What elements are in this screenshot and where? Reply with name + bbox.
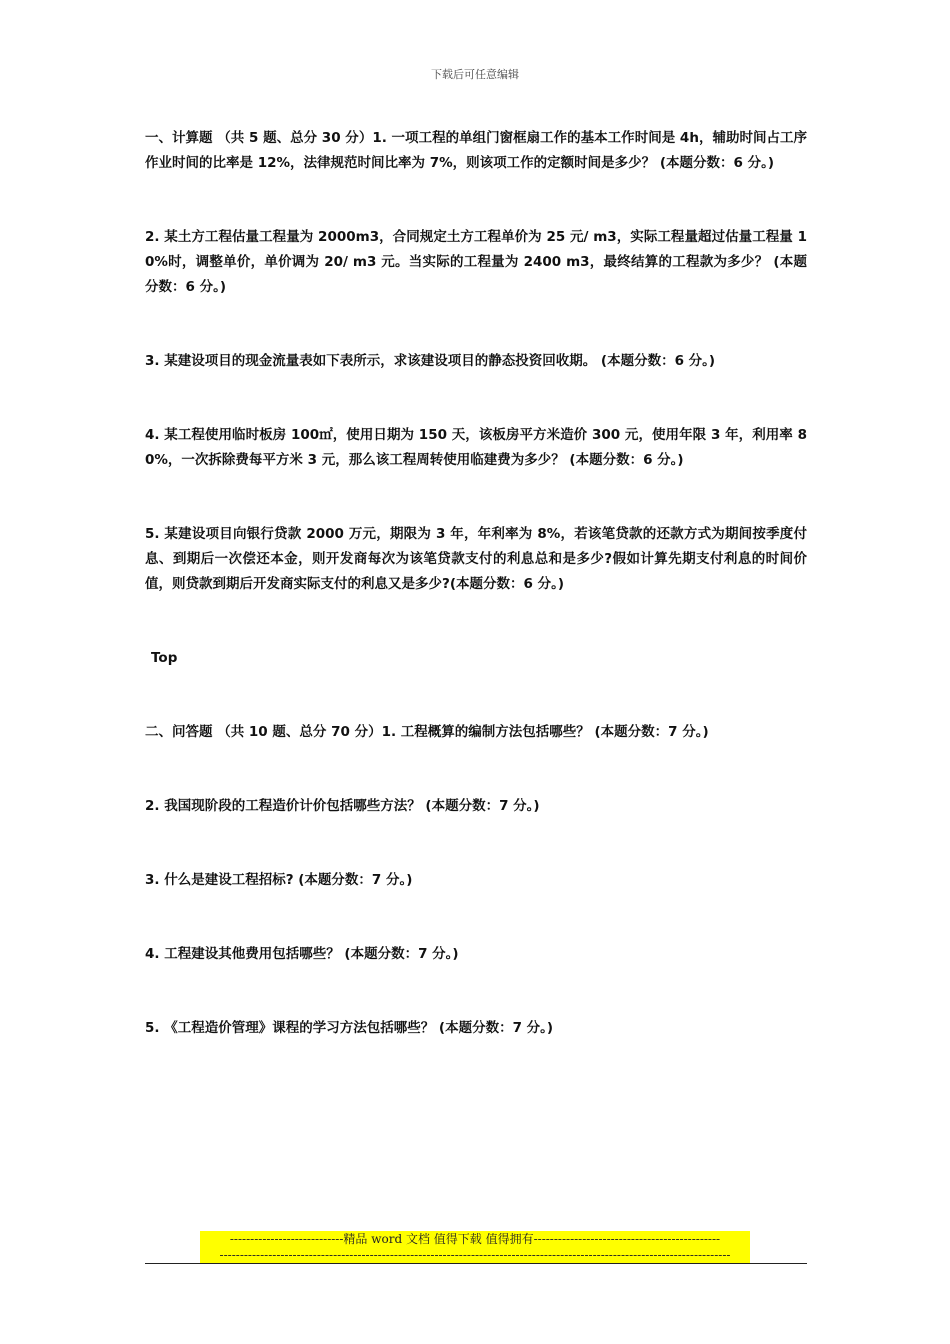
section2-question-5: 5. 《工程造价管理》课程的学习方法包括哪些？ (本题分数：7 分。) xyxy=(145,1020,554,1036)
section2-question-4: 4. 工程建设其他费用包括哪些？ (本题分数：7 分。) xyxy=(145,946,459,962)
section2-question-3: 3. 什么是建设工程招标? (本题分数：7 分。) xyxy=(145,872,413,888)
footer-divider xyxy=(145,1263,807,1264)
section1-question-4: 4. 某工程使用临时板房 100㎡，使用日期为 150 天，该板房平方米造价 300 元，使用年限 3 年，利用率 80%，一次拆除费每平方米 3 元，那么该工程周转使用临建费为多少？ (本题分数：6 分。) xyxy=(145,427,807,468)
section1-question-3: 3. 某建设项目的现金流量表如下表所示，求该建设项目的静态投资回收期。 (本题分数：6 分。) xyxy=(145,353,716,369)
footer-line-1: ----------------------------精品 word 文档 值得下载 值得拥有---------------------------------------------- xyxy=(229,1232,721,1246)
footer-line-2: ------------------------------------------------------------------------------------------------------------------------------ xyxy=(219,1248,731,1262)
top-link[interactable]: Top xyxy=(151,650,178,666)
section2-question-2: 2. 我国现阶段的工程造价计价包括哪些方法？ (本题分数：7 分。) xyxy=(145,798,540,814)
page-header: 下载后可任意编辑 xyxy=(431,68,519,81)
section1-question-5: 5. 某建设项目向银行贷款 2000 万元，期限为 3 年，年利率为 8%，若该笔贷款的还款方式为期间按季度付息、到期后一次偿还本金，则开发商每次为该笔贷款支付的利息总和是多少?假如计算先期支付利息的时间价值，则贷款到期后开发商实际支付的利息又是多少?(本题分数：6 分。) xyxy=(145,526,807,592)
document-body xyxy=(145,126,807,1041)
section2-question-1: 二、问答题 （共 10 题、总分 70 分）1. 工程概算的编制方法包括哪些？ (本题分数：7 分。) xyxy=(145,724,709,740)
section1-question-1: 一、计算题 （共 5 题、总分 30 分）1. 一项工程的单组门窗框扇工作的基本工作时间是 4h，辅助时间占工序作业时间的比率是 12%，法律规范时间比率为 7%，则该项工作的定额时间是多少？ (本题分数：6 分。) xyxy=(145,130,807,171)
section1-question-2: 2. 某土方工程估量工程量为 2000m3，合同规定土方工程单价为 25 元/ m3，实际工程量超过估量工程量 10%时，调整单价，单价调为 20/ m3 元。当实际的工程量为 2400 m3，最终结算的工程款为多少？ (本题分数：6 分。) xyxy=(145,229,807,295)
footer-banner xyxy=(200,1231,750,1263)
